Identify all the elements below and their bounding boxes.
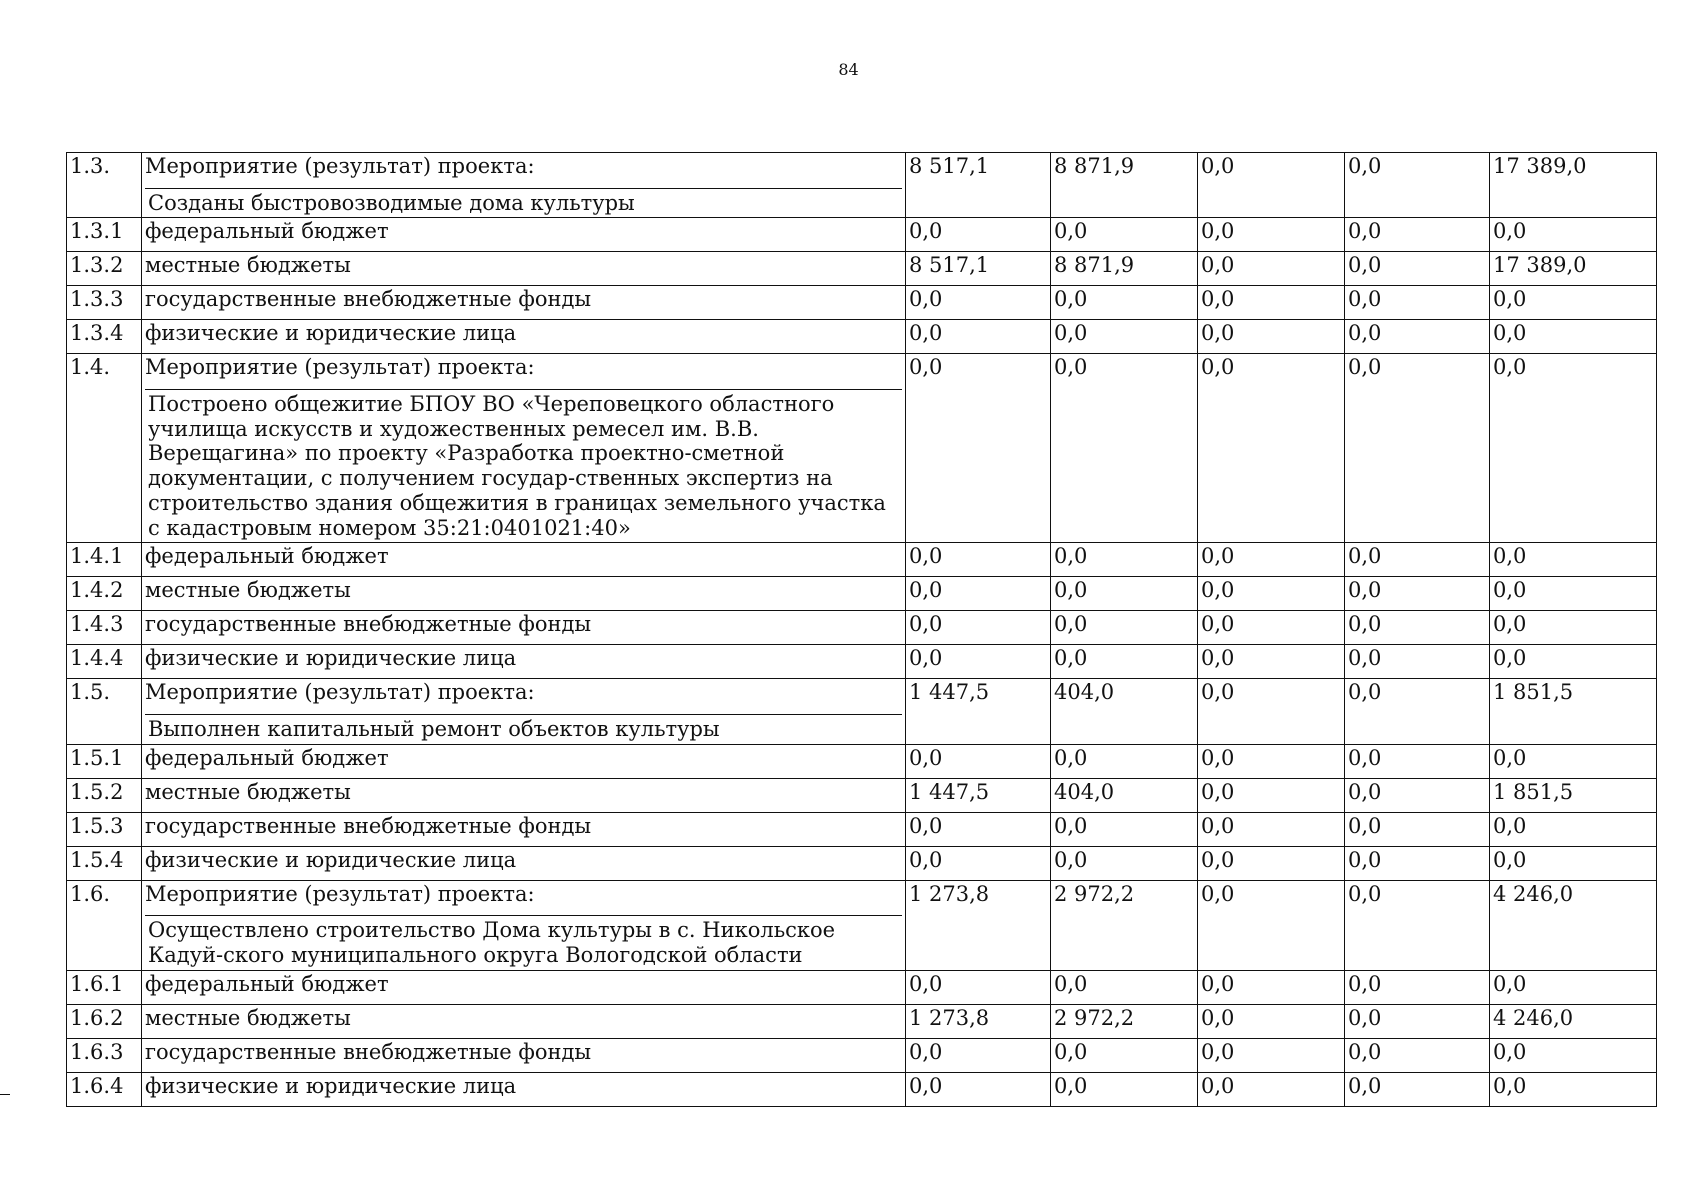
value-cell: 8 517,1 (906, 153, 1051, 218)
event-row (67, 153, 1657, 187)
funding-source-label: физические и юридические лица (142, 320, 906, 354)
value-cell: 0,0 (906, 645, 1051, 679)
value-cell: 1 851,5 (1490, 778, 1657, 812)
value-cell: 0,0 (1345, 1038, 1490, 1072)
funding-source-label: местные бюджеты (142, 252, 906, 286)
row-code: 1.3.1 (67, 218, 142, 252)
value-cell: 0,0 (1490, 577, 1657, 611)
value-cell: 0,0 (1051, 1072, 1198, 1106)
value-cell: 0,0 (1051, 1038, 1198, 1072)
value-cell: 0,0 (906, 970, 1051, 1004)
value-cell: 0,0 (1490, 320, 1657, 354)
value-cell: 0,0 (1198, 153, 1345, 218)
value-cell: 17 389,0 (1490, 252, 1657, 286)
value-cell: 0,0 (1345, 778, 1490, 812)
value-cell: 0,0 (1051, 354, 1198, 543)
value-cell: 0,0 (906, 1072, 1051, 1106)
value-cell: 2 972,2 (1051, 1004, 1198, 1038)
value-cell: 0,0 (1198, 1038, 1345, 1072)
value-cell: 0,0 (1345, 645, 1490, 679)
value-cell: 0,0 (1345, 153, 1490, 218)
value-cell: 0,0 (1198, 354, 1345, 543)
value-cell: 0,0 (1345, 1072, 1490, 1106)
value-cell: 0,0 (1490, 744, 1657, 778)
value-cell: 0,0 (1345, 218, 1490, 252)
value-cell: 0,0 (906, 543, 1051, 577)
funding-source-label: государственные внебюджетные фонды (142, 1038, 906, 1072)
row-code: 1.5.4 (67, 846, 142, 880)
funding-source-label: местные бюджеты (142, 778, 906, 812)
funding-row (67, 1038, 1657, 1072)
row-code: 1.3.4 (67, 320, 142, 354)
value-cell: 0,0 (1198, 679, 1345, 744)
funding-source-label: физические и юридические лица (142, 846, 906, 880)
value-cell: 0,0 (906, 577, 1051, 611)
page-number: 84 (838, 60, 859, 79)
value-cell: 0,0 (1051, 286, 1198, 320)
funding-row (67, 744, 1657, 778)
row-code: 1.3. (67, 153, 142, 218)
value-cell: 8 871,9 (1051, 252, 1198, 286)
value-cell: 0,0 (906, 354, 1051, 543)
value-cell: 0,0 (906, 611, 1051, 645)
event-description: Созданы быстровозводимые дома культуры (145, 188, 902, 218)
value-cell: 0,0 (1198, 577, 1345, 611)
value-cell: 1 273,8 (906, 880, 1051, 970)
funding-source-label: физические и юридические лица (142, 645, 906, 679)
event-description: Построено общежитие БПОУ ВО «Череповецкого областного училища искусств и художественных ремесел им. В.В. Верещагина» по проекту «Разработка проектно-сметной документации, с получением государ-ственных экспертиз на строительство здания общежития в границах земельного участка с кадастровым номером 35:21:0401021:40» (145, 389, 902, 543)
funding-source-label: федеральный бюджет (142, 218, 906, 252)
value-cell: 2 972,2 (1051, 880, 1198, 970)
value-cell: 0,0 (906, 846, 1051, 880)
value-cell: 1 851,5 (1490, 679, 1657, 744)
value-cell: 0,0 (1198, 218, 1345, 252)
value-cell: 0,0 (1345, 1004, 1490, 1038)
row-code: 1.4.1 (67, 543, 142, 577)
value-cell: 0,0 (1051, 744, 1198, 778)
value-cell: 0,0 (906, 320, 1051, 354)
value-cell: 1 447,5 (906, 778, 1051, 812)
event-description: Осуществлено строительство Дома культуры в с. Никольское Кадуй-ского муниципального округа Вологодской области (145, 915, 902, 970)
funding-row (67, 286, 1657, 320)
event-row (67, 679, 1657, 713)
event-description-cell (142, 187, 906, 218)
funding-source-label: местные бюджеты (142, 577, 906, 611)
value-cell: 0,0 (1051, 320, 1198, 354)
row-code: 1.4. (67, 354, 142, 543)
event-description: Выполнен капитальный ремонт объектов культуры (145, 714, 902, 744)
value-cell: 0,0 (1490, 354, 1657, 543)
funding-source-label: местные бюджеты (142, 1004, 906, 1038)
value-cell: 8 871,9 (1051, 153, 1198, 218)
row-code: 1.5. (67, 679, 142, 744)
row-code: 1.5.1 (67, 744, 142, 778)
value-cell: 0,0 (1198, 320, 1345, 354)
value-cell: 0,0 (1198, 611, 1345, 645)
row-code: 1.4.3 (67, 611, 142, 645)
value-cell: 0,0 (1198, 880, 1345, 970)
value-cell: 0,0 (906, 1038, 1051, 1072)
value-cell: 4 246,0 (1490, 880, 1657, 970)
funding-row (67, 577, 1657, 611)
value-cell: 0,0 (1051, 846, 1198, 880)
value-cell: 0,0 (1490, 611, 1657, 645)
value-cell: 0,0 (1345, 880, 1490, 970)
funding-row (67, 812, 1657, 846)
value-cell: 0,0 (1345, 846, 1490, 880)
event-heading: Мероприятие (результат) проекта: (142, 679, 906, 713)
funding-row (67, 320, 1657, 354)
event-description-cell (142, 914, 906, 970)
value-cell: 0,0 (1345, 744, 1490, 778)
funding-source-label: федеральный бюджет (142, 744, 906, 778)
row-code: 1.6.2 (67, 1004, 142, 1038)
row-code: 1.4.4 (67, 645, 142, 679)
row-code: 1.3.3 (67, 286, 142, 320)
value-cell: 4 246,0 (1490, 1004, 1657, 1038)
value-cell: 0,0 (1198, 1072, 1345, 1106)
row-code: 1.6.4 (67, 1072, 142, 1106)
value-cell: 8 517,1 (906, 252, 1051, 286)
funding-row (67, 252, 1657, 286)
event-row (67, 354, 1657, 388)
event-heading: Мероприятие (результат) проекта: (142, 880, 906, 914)
value-cell: 0,0 (1490, 645, 1657, 679)
value-cell: 0,0 (1051, 611, 1198, 645)
value-cell: 0,0 (1198, 1004, 1345, 1038)
value-cell: 0,0 (1345, 679, 1490, 744)
value-cell: 17 389,0 (1490, 153, 1657, 218)
funding-row (67, 1004, 1657, 1038)
value-cell: 0,0 (1345, 320, 1490, 354)
value-cell: 0,0 (906, 286, 1051, 320)
value-cell: 0,0 (1198, 543, 1345, 577)
funding-source-label: государственные внебюджетные фонды (142, 286, 906, 320)
funding-source-label: федеральный бюджет (142, 970, 906, 1004)
value-cell: 0,0 (1051, 812, 1198, 846)
value-cell: 0,0 (1198, 846, 1345, 880)
value-cell: 1 447,5 (906, 679, 1051, 744)
value-cell: 0,0 (1490, 218, 1657, 252)
value-cell: 0,0 (906, 218, 1051, 252)
value-cell: 404,0 (1051, 778, 1198, 812)
value-cell: 0,0 (1345, 577, 1490, 611)
value-cell: 0,0 (1490, 286, 1657, 320)
value-cell: 0,0 (1490, 1038, 1657, 1072)
value-cell: 0,0 (1345, 970, 1490, 1004)
funding-source-label: государственные внебюджетные фонды (142, 611, 906, 645)
value-cell: 1 273,8 (906, 1004, 1051, 1038)
value-cell: 0,0 (906, 812, 1051, 846)
row-code: 1.5.2 (67, 778, 142, 812)
value-cell: 0,0 (1051, 577, 1198, 611)
funding-row (67, 970, 1657, 1004)
row-code: 1.6.1 (67, 970, 142, 1004)
value-cell: 0,0 (1051, 543, 1198, 577)
funding-source-label: физические и юридические лица (142, 1072, 906, 1106)
value-cell: 0,0 (1490, 846, 1657, 880)
funding-row (67, 611, 1657, 645)
table-body (67, 153, 1657, 1107)
value-cell: 0,0 (1198, 778, 1345, 812)
value-cell: 0,0 (1490, 970, 1657, 1004)
budget-table (66, 152, 1657, 1107)
value-cell: 0,0 (1198, 645, 1345, 679)
funding-source-label: государственные внебюджетные фонды (142, 812, 906, 846)
value-cell: 0,0 (1051, 970, 1198, 1004)
event-row (67, 880, 1657, 914)
event-heading: Мероприятие (результат) проекта: (142, 354, 906, 388)
event-description-cell (142, 713, 906, 744)
value-cell: 0,0 (1490, 1072, 1657, 1106)
value-cell: 0,0 (1345, 611, 1490, 645)
funding-row (67, 846, 1657, 880)
funding-source-label: федеральный бюджет (142, 543, 906, 577)
funding-row (67, 778, 1657, 812)
value-cell: 0,0 (1051, 218, 1198, 252)
value-cell: 0,0 (1490, 543, 1657, 577)
value-cell: 0,0 (1051, 645, 1198, 679)
value-cell: 0,0 (1198, 812, 1345, 846)
row-code: 1.6.3 (67, 1038, 142, 1072)
value-cell: 0,0 (1345, 812, 1490, 846)
row-code: 1.3.2 (67, 252, 142, 286)
value-cell: 0,0 (1198, 970, 1345, 1004)
value-cell: 0,0 (1198, 252, 1345, 286)
funding-row (67, 218, 1657, 252)
row-code: 1.6. (67, 880, 142, 970)
value-cell: 404,0 (1051, 679, 1198, 744)
value-cell: 0,0 (1345, 286, 1490, 320)
value-cell: 0,0 (906, 744, 1051, 778)
funding-row (67, 543, 1657, 577)
margin-mark (0, 1094, 10, 1095)
value-cell: 0,0 (1345, 543, 1490, 577)
funding-row (67, 1072, 1657, 1106)
value-cell: 0,0 (1198, 744, 1345, 778)
row-code: 1.4.2 (67, 577, 142, 611)
row-code: 1.5.3 (67, 812, 142, 846)
funding-row (67, 645, 1657, 679)
value-cell: 0,0 (1345, 354, 1490, 543)
value-cell: 0,0 (1490, 812, 1657, 846)
value-cell: 0,0 (1345, 252, 1490, 286)
event-description-cell (142, 388, 906, 543)
value-cell: 0,0 (1198, 286, 1345, 320)
event-heading: Мероприятие (результат) проекта: (142, 153, 906, 187)
